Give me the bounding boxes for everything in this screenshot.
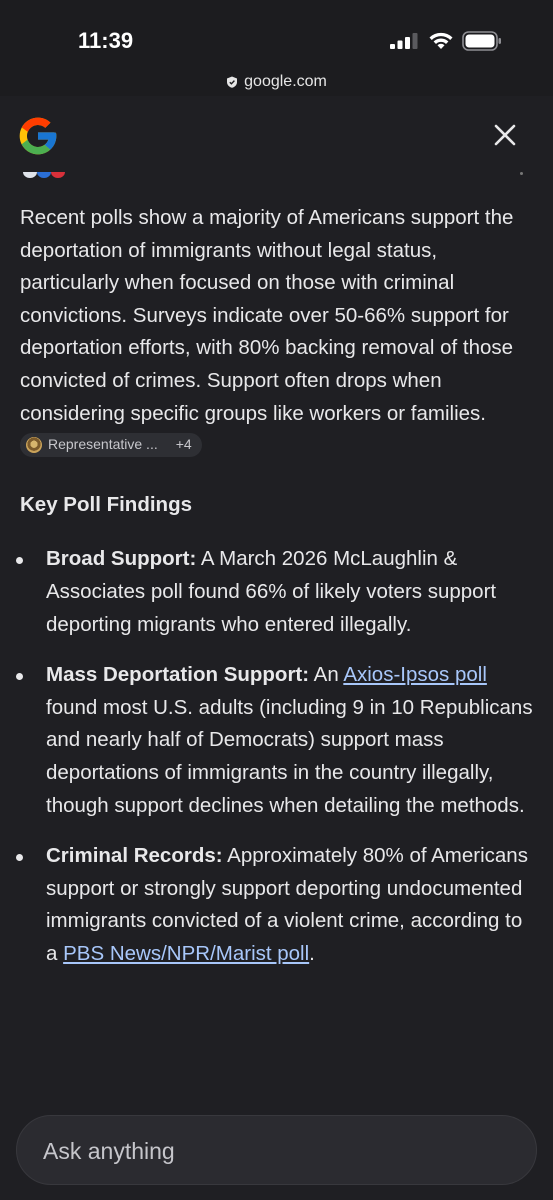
- source-favicons-icon: [20, 172, 80, 180]
- finding-text: Approximately 80% of Americans support or strongly support deporting undocumented immigrants convicted of a violent crime, according to a: [46, 844, 528, 965]
- finding-text: An: [309, 663, 344, 687]
- source-chip-count: +4: [175, 436, 192, 453]
- battery-icon: [462, 31, 502, 51]
- wifi-icon: [428, 30, 454, 50]
- axios-ipsos-link[interactable]: Axios-Ipsos poll: [343, 663, 487, 687]
- answer-summary: [20, 202, 535, 463]
- finding-text: .: [309, 941, 315, 965]
- finding-text: A March 2026 McLaughlin & Associates poll found 66% of likely voters support deporting migrants who entered illegally.: [46, 547, 497, 636]
- close-icon[interactable]: [488, 118, 522, 152]
- government-seal-icon: [26, 437, 42, 453]
- site-info-icon: [226, 76, 238, 88]
- ask-input[interactable]: [41, 1116, 515, 1186]
- app-header: [0, 96, 553, 178]
- list-item: [20, 659, 535, 822]
- finding-title: Criminal Records:: [46, 844, 223, 868]
- finding-title: Broad Support:: [46, 547, 197, 571]
- status-time: 11:39: [78, 28, 134, 53]
- divider-dot: [520, 172, 523, 175]
- list-item: [20, 543, 535, 641]
- section-title: Key Poll Findings: [20, 492, 192, 516]
- google-g-logo: [16, 114, 60, 158]
- list-item: [20, 840, 535, 970]
- ai-answer: [20, 202, 535, 988]
- url-text: google.com: [244, 73, 327, 90]
- source-chip[interactable]: [20, 433, 202, 457]
- status-bar: [0, 0, 553, 70]
- finding-text: found most U.S. adults (including 9 in 10 Republicans and nearly half of Democrats) support mass deportations of immigrants in the country illegally, though support declines when detailing the methods.: [46, 695, 533, 817]
- ask-bar[interactable]: [16, 1115, 537, 1185]
- cellular-signal-icon: [390, 33, 418, 49]
- source-chip-label: Representative ...: [48, 436, 158, 453]
- summary-text: Recent polls show a majority of Americans support the deportation of immigrants without legal status, particularly when focused on those with criminal convictions. Surveys indicate over 50-66% support for deportation efforts, with 80% backing removal of those convicted of crimes. Support often drops when considering specific groups like workers or families.: [20, 206, 514, 425]
- findings-list: [20, 543, 535, 970]
- finding-title: Mass Deportation Support:: [46, 663, 310, 687]
- pbs-npr-marist-link[interactable]: PBS News/NPR/Marist poll: [63, 941, 310, 965]
- address-bar[interactable]: [0, 68, 553, 96]
